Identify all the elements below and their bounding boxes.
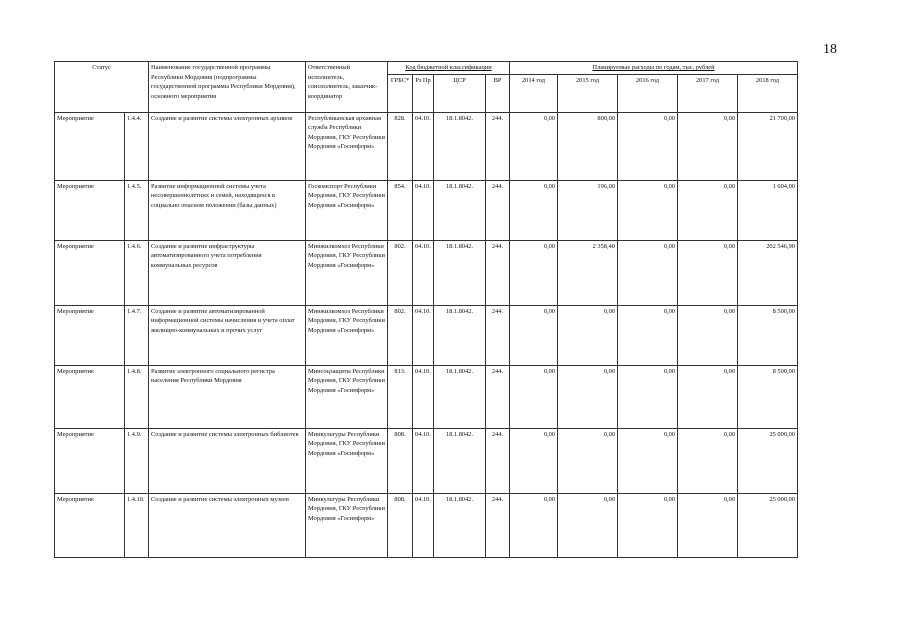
header-year: 2015 год (558, 74, 618, 112)
row-2015: 0,00 (558, 428, 618, 493)
row-rz: 04.10. (413, 428, 434, 493)
row-2014: 0,00 (510, 180, 558, 240)
row-code: 1.4.9. (125, 428, 149, 493)
row-name: Создание и развитие инфраструктуры автоматизированного учета потребления коммунальных ресурсов (149, 240, 306, 305)
row-2018: 8 500,00 (738, 365, 798, 428)
row-csr: 18.1.8042. (434, 240, 486, 305)
row-status: Мероприятие (55, 428, 125, 493)
row-responsible: Минкультуры Республики Мордовия, ГКУ Республики Мордовия «Госинформ» (306, 493, 388, 557)
row-code: 1.4.4. (125, 112, 149, 180)
header-budget-code: Код бюджетной классификации (388, 62, 510, 75)
row-grbs: 808. (388, 493, 413, 557)
row-responsible: Республиканская архивная служба Республики Мордовия, ГКУ Республики Мордовия «Госинформ» (306, 112, 388, 180)
row-responsible: Госкомспорт Республики Мордовия, ГКУ Республики Мордовия «Госинформ» (306, 180, 388, 240)
row-name: Создание и развитие системы электронных библиотек (149, 428, 306, 493)
row-grbs: 828. (388, 112, 413, 180)
page-number: 18 (823, 42, 837, 57)
header-planned: Планируемые расходы по годам, тыс. рублей (510, 62, 798, 75)
row-rz: 04.10. (413, 365, 434, 428)
row-2017: 0,00 (678, 180, 738, 240)
row-vr: 244. (486, 428, 510, 493)
row-2017: 0,00 (678, 305, 738, 365)
table-row (55, 240, 798, 305)
row-2018: 21 700,00 (738, 112, 798, 180)
row-code: 1.4.5. (125, 180, 149, 240)
row-csr: 18.1.8042. (434, 180, 486, 240)
row-2014: 0,00 (510, 240, 558, 305)
row-2014: 0,00 (510, 365, 558, 428)
row-2014: 0,00 (510, 493, 558, 557)
table-row (55, 305, 798, 365)
row-2015: 196,00 (558, 180, 618, 240)
row-2015: 0,00 (558, 493, 618, 557)
table-row (55, 112, 798, 180)
row-2018: 202 546,90 (738, 240, 798, 305)
row-csr: 18.1.8042. (434, 493, 486, 557)
header-responsible: Ответственный исполнитель, соисполнитель, заказчик-координатор (306, 62, 388, 113)
header-status: Статус (55, 62, 149, 113)
row-code: 1.4.10. (125, 493, 149, 557)
row-2018: 25 000,00 (738, 493, 798, 557)
row-2018: 25 000,00 (738, 428, 798, 493)
table-row (55, 365, 798, 428)
row-2015: 800,00 (558, 112, 618, 180)
header-year: 2017 год (678, 74, 738, 112)
row-responsible: Минкультуры Республики Мордовия, ГКУ Республики Мордовия «Госинформ» (306, 428, 388, 493)
table-row (55, 493, 798, 557)
row-name: Создание и развитие системы электронных музеев (149, 493, 306, 557)
table-row (55, 428, 798, 493)
header-year: 2016 год (618, 74, 678, 112)
row-code: 1.4.7. (125, 305, 149, 365)
row-rz: 04.10. (413, 305, 434, 365)
row-name: Развитие информационной системы учета несовершеннолетних и семей, находящихся в социально опасном положении (базы данных) (149, 180, 306, 240)
header-year: 2018 год (738, 74, 798, 112)
row-2016: 0,00 (618, 240, 678, 305)
row-csr: 18.1.8042. (434, 112, 486, 180)
header-row-1 (55, 62, 798, 75)
row-2016: 0,00 (618, 180, 678, 240)
row-status: Мероприятие (55, 305, 125, 365)
row-grbs: 808. (388, 428, 413, 493)
row-status: Мероприятие (55, 493, 125, 557)
header-year: 2014 год (510, 74, 558, 112)
row-code: 1.4.6. (125, 240, 149, 305)
row-rz: 04.10. (413, 240, 434, 305)
row-grbs: 802. (388, 240, 413, 305)
row-grbs: 813. (388, 365, 413, 428)
header-grbs: ГРБС* (388, 74, 413, 112)
row-2014: 0,00 (510, 112, 558, 180)
row-name: Создание и развитие автоматизированной информационной системы начисления и учета оплат жилищно-коммунальных и прочих услуг (149, 305, 306, 365)
row-vr: 244. (486, 305, 510, 365)
row-2015: 2 358,40 (558, 240, 618, 305)
row-status: Мероприятие (55, 365, 125, 428)
row-status: Мероприятие (55, 180, 125, 240)
row-2016: 0,00 (618, 493, 678, 557)
row-status: Мероприятие (55, 240, 125, 305)
row-responsible: Минсоцзащиты Республики Мордовия, ГКУ Республики Мордовия «Госинформ» (306, 365, 388, 428)
row-2018: 1 604,00 (738, 180, 798, 240)
row-vr: 244. (486, 180, 510, 240)
row-code: 1.4.8. (125, 365, 149, 428)
row-2016: 0,00 (618, 305, 678, 365)
header-csr: ЦСР (434, 74, 486, 112)
row-grbs: 802. (388, 305, 413, 365)
row-2017: 0,00 (678, 112, 738, 180)
row-vr: 244. (486, 493, 510, 557)
row-name: Создание и развитие системы электронных архивов (149, 112, 306, 180)
row-2018: 8 500,00 (738, 305, 798, 365)
row-2014: 0,00 (510, 305, 558, 365)
header-vr: ВР (486, 74, 510, 112)
header-name: Наименование государственной программы Республики Мордовия (подпрограммы государственной программы Республики Мордовия), основного мероприятия (149, 62, 306, 113)
row-2015: 0,00 (558, 365, 618, 428)
row-2017: 0,00 (678, 428, 738, 493)
row-2016: 0,00 (618, 112, 678, 180)
row-2014: 0,00 (510, 428, 558, 493)
row-responsible: Минжилкомхоз Республики Мордовия, ГКУ Республики Мордовия «Госинформ» (306, 240, 388, 305)
row-vr: 244. (486, 112, 510, 180)
row-grbs: 854. (388, 180, 413, 240)
row-rz: 04.10. (413, 112, 434, 180)
table-row (55, 180, 798, 240)
row-rz: 04.10. (413, 493, 434, 557)
row-vr: 244. (486, 365, 510, 428)
row-2017: 0,00 (678, 493, 738, 557)
row-vr: 244. (486, 240, 510, 305)
row-name: Развитие электронного социального регистра населения Республики Мордовия (149, 365, 306, 428)
budget-table (54, 61, 798, 558)
row-csr: 18.1.8042. (434, 428, 486, 493)
row-2017: 0,00 (678, 365, 738, 428)
row-responsible: Минжилкомхоз Республики Мордовия, ГКУ Республики Мордовия «Госинформ» (306, 305, 388, 365)
row-rz: 04.10. (413, 180, 434, 240)
row-2017: 0,00 (678, 240, 738, 305)
row-status: Мероприятие (55, 112, 125, 180)
row-2015: 0,00 (558, 305, 618, 365)
row-csr: 18.1.8042. (434, 305, 486, 365)
row-csr: 18.1.8042. (434, 365, 486, 428)
header-rz: Рз Пр (413, 74, 434, 112)
row-2016: 0,00 (618, 365, 678, 428)
row-2016: 0,00 (618, 428, 678, 493)
